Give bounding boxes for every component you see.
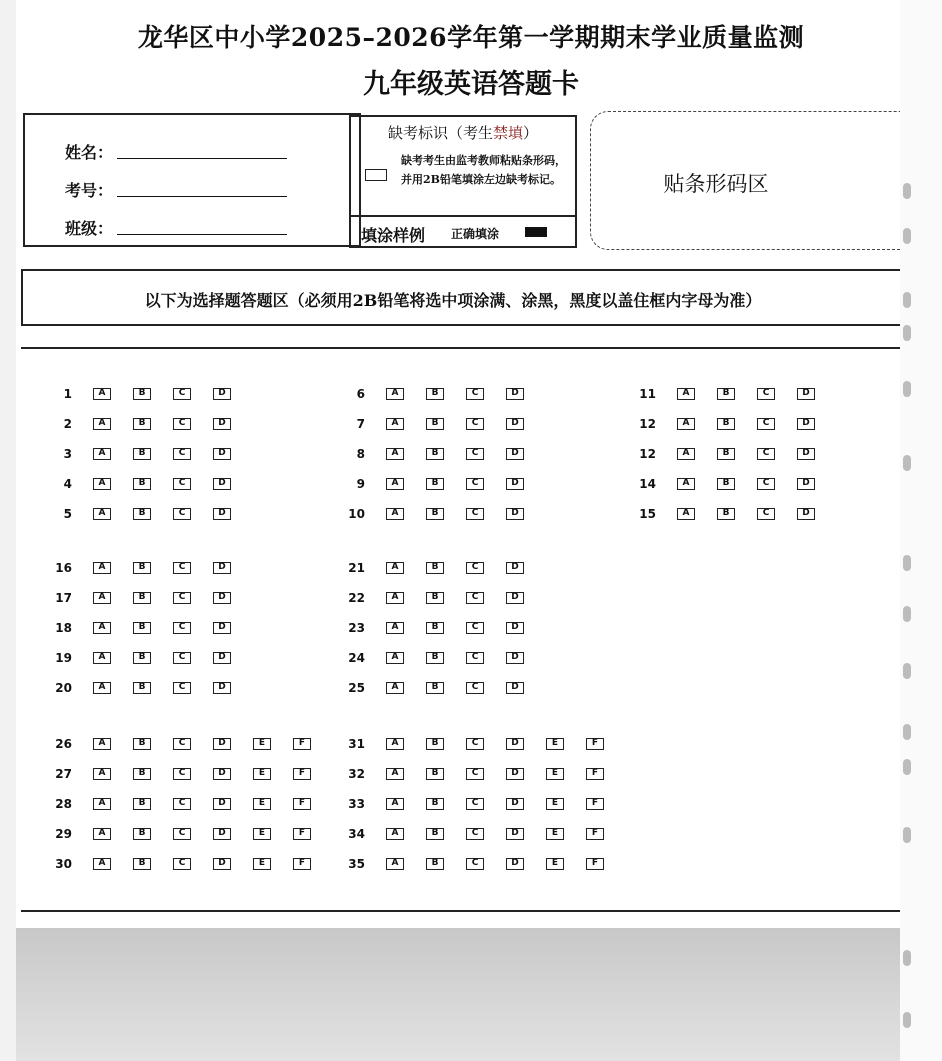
option-bubble[interactable]: B [133, 622, 151, 634]
barcode-area [590, 111, 900, 250]
exam-title: 龙华区中小学2025–2026学年第一学期期末学业质量监测 [137, 23, 805, 52]
option-bubble[interactable]: C [173, 858, 191, 870]
option-bubble[interactable]: E [546, 768, 564, 780]
timing-mark [903, 228, 911, 244]
option-bubble[interactable]: D [213, 622, 231, 634]
timing-mark [903, 827, 911, 843]
option-bubble[interactable]: C [466, 418, 484, 430]
question-number: 12 [639, 417, 656, 431]
option-bubble[interactable]: A [677, 388, 695, 400]
option-bubble[interactable]: D [506, 652, 524, 664]
option-bubble[interactable]: A [93, 388, 111, 400]
option-bubble[interactable]: D [506, 592, 524, 604]
barcode-label: 贴条形码区 [663, 172, 769, 196]
option-bubble[interactable]: A [386, 562, 404, 574]
option-bubble[interactable]: C [466, 682, 484, 694]
option-bubble[interactable]: F [293, 828, 311, 840]
option-bubble[interactable]: D [213, 562, 231, 574]
option-bubble[interactable]: C [466, 652, 484, 664]
question-number: 31 [348, 737, 365, 751]
option-bubble[interactable]: D [213, 418, 231, 430]
option-bubble[interactable]: A [386, 798, 404, 810]
option-bubble[interactable]: C [173, 682, 191, 694]
option-bubble[interactable]: B [133, 828, 151, 840]
option-bubble[interactable]: D [506, 448, 524, 460]
option-bubble[interactable]: B [426, 508, 444, 520]
option-bubble[interactable]: E [253, 828, 271, 840]
absent-divider [351, 215, 575, 217]
option-bubble[interactable]: B [426, 418, 444, 430]
option-bubble[interactable]: F [586, 738, 604, 750]
option-bubble[interactable]: D [213, 768, 231, 780]
option-bubble[interactable]: C [466, 738, 484, 750]
id-label: 考号： [65, 181, 114, 200]
question-number: 18 [55, 621, 72, 635]
option-bubble[interactable]: C [466, 592, 484, 604]
divider-bottom [21, 910, 900, 912]
option-bubble[interactable]: C [466, 798, 484, 810]
scan-margin [16, 928, 900, 1061]
timing-mark [903, 759, 911, 775]
option-bubble[interactable]: B [426, 828, 444, 840]
question-number: 32 [348, 767, 365, 781]
option-bubble[interactable]: B [426, 858, 444, 870]
option-bubble[interactable]: A [93, 448, 111, 460]
option-bubble[interactable]: B [717, 448, 735, 460]
option-bubble[interactable]: E [546, 828, 564, 840]
option-bubble[interactable]: E [253, 768, 271, 780]
option-bubble[interactable]: D [506, 738, 524, 750]
option-bubble[interactable]: B [133, 562, 151, 574]
option-bubble[interactable]: D [506, 858, 524, 870]
question-number: 25 [348, 681, 365, 695]
option-bubble[interactable]: A [386, 768, 404, 780]
option-bubble[interactable]: C [466, 562, 484, 574]
option-bubble[interactable]: A [677, 418, 695, 430]
question-number: 34 [348, 827, 365, 841]
option-bubble[interactable]: B [426, 622, 444, 634]
timing-mark [903, 606, 911, 622]
option-bubble[interactable]: E [253, 798, 271, 810]
option-bubble[interactable]: B [133, 652, 151, 664]
option-bubble[interactable]: E [546, 738, 564, 750]
option-bubble[interactable]: C [757, 388, 775, 400]
option-bubble[interactable]: B [426, 682, 444, 694]
option-bubble[interactable]: A [93, 768, 111, 780]
option-bubble[interactable]: A [386, 622, 404, 634]
id-row [65, 178, 287, 201]
option-bubble[interactable]: C [173, 592, 191, 604]
option-bubble[interactable]: D [213, 448, 231, 460]
option-bubble[interactable]: B [426, 798, 444, 810]
option-bubble[interactable]: B [133, 388, 151, 400]
name-label: 姓名： [65, 143, 114, 162]
option-bubble[interactable]: D [506, 418, 524, 430]
option-bubble[interactable]: B [717, 388, 735, 400]
option-bubble[interactable]: B [717, 418, 735, 430]
option-bubble[interactable]: D [506, 828, 524, 840]
option-bubble[interactable]: B [426, 448, 444, 460]
question-number: 1 [63, 387, 72, 401]
absent-checkbox[interactable] [365, 169, 387, 181]
option-bubble[interactable]: C [466, 448, 484, 460]
option-bubble[interactable]: A [93, 418, 111, 430]
option-bubble[interactable]: A [386, 388, 404, 400]
option-bubble[interactable]: C [173, 828, 191, 840]
timing-mark [903, 950, 911, 966]
timing-mark [903, 555, 911, 571]
name-field[interactable] [117, 148, 287, 159]
class-label: 班级： [65, 219, 114, 238]
option-bubble[interactable]: F [586, 858, 604, 870]
option-bubble[interactable]: B [133, 508, 151, 520]
option-bubble[interactable]: B [133, 448, 151, 460]
question-number: 20 [55, 681, 72, 695]
option-bubble[interactable]: A [93, 798, 111, 810]
option-bubble[interactable]: D [506, 768, 524, 780]
option-bubble[interactable]: A [386, 448, 404, 460]
option-bubble[interactable]: F [586, 798, 604, 810]
option-bubble[interactable]: C [173, 652, 191, 664]
option-bubble[interactable]: D [797, 478, 815, 490]
option-bubble[interactable]: F [586, 768, 604, 780]
option-bubble[interactable]: C [173, 622, 191, 634]
option-bubble[interactable]: D [506, 478, 524, 490]
option-bubble[interactable]: A [93, 562, 111, 574]
option-bubble[interactable]: A [93, 738, 111, 750]
option-bubble[interactable]: C [173, 562, 191, 574]
option-bubble[interactable]: A [93, 592, 111, 604]
question-number: 30 [55, 857, 72, 871]
option-bubble[interactable]: A [386, 858, 404, 870]
option-bubble[interactable]: D [797, 448, 815, 460]
option-bubble[interactable]: C [757, 418, 775, 430]
option-bubble[interactable]: C [173, 478, 191, 490]
option-bubble[interactable]: D [797, 508, 815, 520]
option-bubble[interactable]: D [506, 622, 524, 634]
option-bubble[interactable]: B [133, 858, 151, 870]
fill-sample-text: 正确填涂 [451, 227, 500, 241]
question-number: 26 [55, 737, 72, 751]
option-bubble[interactable]: E [546, 798, 564, 810]
timing-mark [903, 183, 911, 199]
option-bubble[interactable]: B [133, 592, 151, 604]
option-bubble[interactable]: D [797, 418, 815, 430]
fill-sample-label: 填涂样例 [361, 226, 426, 245]
question-number: 19 [55, 651, 72, 665]
option-bubble[interactable]: B [426, 738, 444, 750]
timing-mark [903, 455, 911, 471]
option-bubble[interactable]: D [213, 828, 231, 840]
option-bubble[interactable]: A [677, 508, 695, 520]
choice-notice [21, 269, 900, 326]
absent-title: 缺考标识（考生禁填） [387, 124, 539, 142]
option-bubble[interactable]: D [506, 508, 524, 520]
option-bubble[interactable]: A [386, 652, 404, 664]
option-bubble[interactable]: D [213, 652, 231, 664]
option-bubble[interactable]: D [213, 478, 231, 490]
option-bubble[interactable]: B [133, 798, 151, 810]
option-bubble[interactable]: A [386, 418, 404, 430]
question-number: 9 [356, 477, 365, 491]
option-bubble[interactable]: C [173, 508, 191, 520]
timing-mark [903, 292, 911, 308]
question-number: 27 [55, 767, 72, 781]
option-bubble[interactable]: C [466, 508, 484, 520]
option-bubble[interactable]: F [293, 768, 311, 780]
option-bubble[interactable]: B [426, 652, 444, 664]
option-bubble[interactable]: D [213, 388, 231, 400]
question-number: 17 [55, 591, 72, 605]
student-info-box [23, 113, 361, 247]
option-bubble[interactable]: D [213, 858, 231, 870]
divider-top [21, 347, 900, 349]
question-number: 33 [348, 797, 365, 811]
timing-mark [903, 325, 911, 341]
question-number: 8 [356, 447, 365, 461]
option-bubble[interactable]: C [466, 828, 484, 840]
option-bubble[interactable]: D [797, 388, 815, 400]
class-field[interactable] [117, 224, 287, 235]
question-number: 15 [639, 507, 656, 521]
fill-sample-mark [525, 227, 547, 237]
option-bubble[interactable]: C [757, 478, 775, 490]
question-number: 29 [55, 827, 72, 841]
option-bubble[interactable]: A [677, 448, 695, 460]
timing-mark [903, 381, 911, 397]
option-bubble[interactable]: D [506, 388, 524, 400]
option-bubble[interactable]: C [173, 738, 191, 750]
option-bubble[interactable]: B [426, 768, 444, 780]
option-bubble[interactable]: A [93, 478, 111, 490]
option-bubble[interactable]: A [93, 508, 111, 520]
option-bubble[interactable]: A [386, 478, 404, 490]
absent-forbidden: 禁填 [492, 124, 523, 142]
option-bubble[interactable]: C [466, 622, 484, 634]
option-bubble[interactable]: D [506, 562, 524, 574]
option-bubble[interactable]: C [173, 448, 191, 460]
option-bubble[interactable]: F [293, 858, 311, 870]
option-bubble[interactable]: E [253, 858, 271, 870]
option-bubble[interactable]: B [133, 418, 151, 430]
option-bubble[interactable]: A [386, 828, 404, 840]
option-bubble[interactable]: A [677, 478, 695, 490]
absent-box [349, 115, 577, 248]
option-bubble[interactable]: C [173, 418, 191, 430]
option-bubble[interactable]: F [586, 828, 604, 840]
option-bubble[interactable]: A [386, 592, 404, 604]
option-bubble[interactable]: D [213, 738, 231, 750]
option-bubble[interactable]: D [506, 682, 524, 694]
timing-mark [903, 724, 911, 740]
question-number: 35 [348, 857, 365, 871]
option-bubble[interactable]: E [253, 738, 271, 750]
option-bubble[interactable]: A [386, 682, 404, 694]
option-bubble[interactable]: B [426, 388, 444, 400]
question-number: 2 [63, 417, 72, 431]
question-number: 7 [356, 417, 365, 431]
option-bubble[interactable]: F [293, 738, 311, 750]
option-bubble[interactable]: D [506, 798, 524, 810]
absent-note: 缺考考生由监考教师粘贴条形码，并用2B铅笔填涂左边缺考标记。 [401, 154, 566, 186]
option-bubble[interactable]: C [173, 768, 191, 780]
option-bubble[interactable]: A [93, 858, 111, 870]
question-number: 3 [63, 447, 72, 461]
id-field[interactable] [117, 186, 287, 197]
question-number: 21 [348, 561, 365, 575]
option-bubble[interactable]: C [173, 388, 191, 400]
question-number: 24 [348, 651, 365, 665]
option-bubble[interactable]: A [386, 738, 404, 750]
question-number: 14 [639, 477, 656, 491]
question-number: 12 [639, 447, 656, 461]
option-bubble[interactable]: C [173, 798, 191, 810]
option-bubble[interactable]: D [213, 682, 231, 694]
timing-mark [903, 1012, 911, 1028]
question-number: 5 [63, 507, 72, 521]
timing-mark-strip [900, 0, 942, 1061]
option-bubble[interactable]: B [426, 562, 444, 574]
option-bubble[interactable]: B [133, 682, 151, 694]
question-number: 10 [348, 507, 365, 521]
option-bubble[interactable]: A [93, 682, 111, 694]
option-bubble[interactable]: A [93, 622, 111, 634]
option-bubble[interactable]: B [426, 478, 444, 490]
option-bubble[interactable]: B [717, 478, 735, 490]
option-bubble[interactable]: D [213, 798, 231, 810]
question-number: 4 [63, 477, 72, 491]
option-bubble[interactable]: B [426, 592, 444, 604]
question-number: 22 [348, 591, 365, 605]
option-bubble[interactable]: E [546, 858, 564, 870]
sheet-subtitle: 九年级英语答题卡 [363, 69, 579, 100]
option-bubble[interactable]: C [466, 768, 484, 780]
option-bubble[interactable]: B [133, 738, 151, 750]
question-number: 11 [639, 387, 656, 401]
question-number: 23 [348, 621, 365, 635]
option-bubble[interactable]: D [213, 508, 231, 520]
timing-mark [903, 663, 911, 679]
question-number: 6 [356, 387, 365, 401]
option-bubble[interactable]: F [293, 798, 311, 810]
option-bubble[interactable]: B [133, 768, 151, 780]
option-bubble[interactable]: B [717, 508, 735, 520]
option-bubble[interactable]: C [466, 388, 484, 400]
class-row [65, 216, 287, 239]
question-number: 28 [55, 797, 72, 811]
option-bubble[interactable]: C [757, 448, 775, 460]
option-bubble[interactable]: D [213, 592, 231, 604]
question-number: 16 [55, 561, 72, 575]
option-bubble[interactable]: A [93, 828, 111, 840]
option-bubble[interactable]: C [757, 508, 775, 520]
name-row [65, 140, 287, 163]
option-bubble[interactable]: A [386, 508, 404, 520]
option-bubble[interactable]: A [93, 652, 111, 664]
option-bubble[interactable]: B [133, 478, 151, 490]
option-bubble[interactable]: C [466, 858, 484, 870]
notice-text: 以下为选择题答题区（必须用2B铅笔将选中项涂满、涂黑，黑度以盖住框内字母为准） [144, 291, 762, 310]
option-bubble[interactable]: C [466, 478, 484, 490]
